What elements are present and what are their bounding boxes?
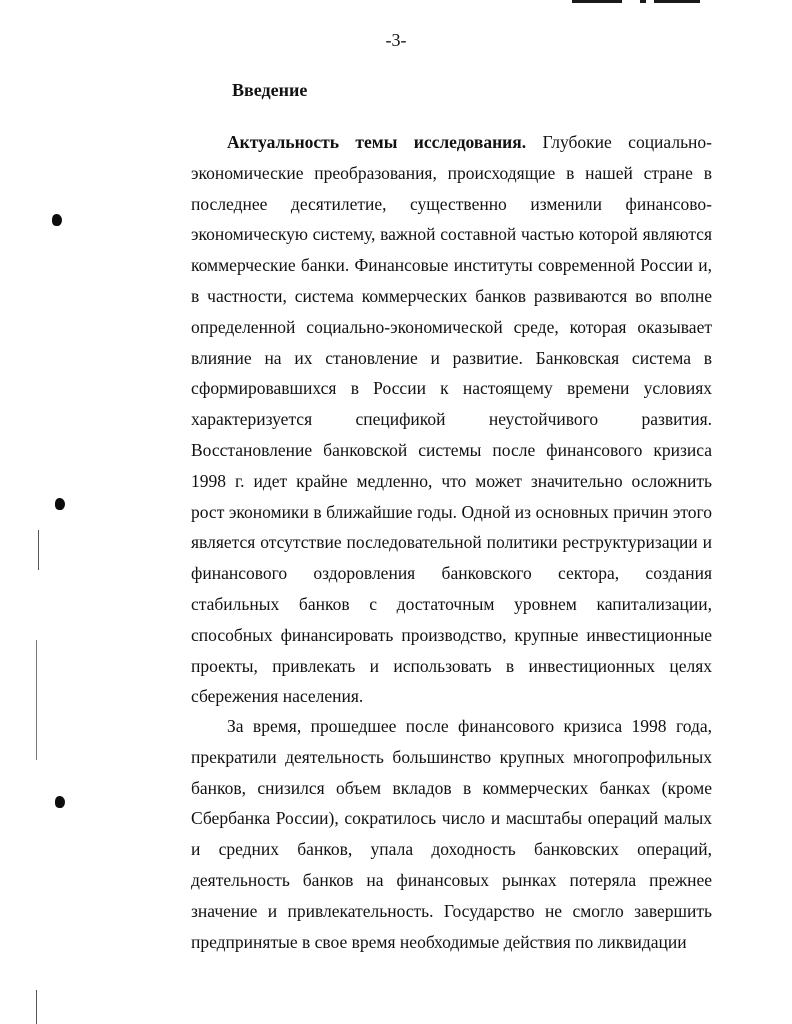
paragraph-1-text: Глубокие социально-экономические преобразования, происходящие в нашей стране в последнее десятилетие, существенно изменили финансово-экономическую систему, важной составной частью которой являются коммерческие банки. Финансовые институты современной России и, в частности, система коммерческих банков развиваются во вполне определенной социально-экономической среде, которая оказывает влияние на их становление и развитие. Банковская система в сформировавшихся в России к настоящему времени условиях характеризуется спецификой неустойчивого развития. Восстановление банковской системы после финансового кризиса 1998 г. идет крайне медленно, что может значительно осложнить рост экономики в ближайшие годы. Одной из основных причин этого является отсутствие последовательной политики реструктуризации и финансового оздоровления банковского сектора, создания стабильных банков с достаточным уровнем капитализации, способных финансировать производство, крупные инвестиционные проекты, привлекать и использовать в инвестиционных целях сбережения населения.: [191, 132, 712, 707]
scan-mark-top-1: [572, 0, 622, 3]
paragraph-1-lead: Актуальность темы исследования.: [227, 132, 527, 152]
edge-line-2: [36, 640, 37, 760]
paragraph-2: [191, 711, 712, 957]
section-heading: Введение: [232, 80, 308, 100]
scan-mark-top-3: [654, 0, 700, 3]
scan-mark-top-2: [640, 0, 646, 3]
edge-line-3: [36, 990, 37, 1024]
paragraph-2-text: За время, прошедшее после финансового кризиса 1998 года, прекратили деятельность большинство крупных многопрофильных банков, снизился объем вкладов в коммерческих банках (кроме Сбербанка России), сократилось число и масштабы операций малых и средних банков, упала доходность банковских операций, деятельность банков на финансовых рынках потеряла прежнее значение и привлекательность. Государство не смогло завершить предпринятые в свое время необходимые действия по ликвидации: [191, 716, 712, 952]
binding-hole-1: [52, 214, 62, 226]
binding-hole-3: [55, 796, 65, 808]
binding-hole-2: [55, 498, 65, 510]
edge-line-1: [38, 530, 39, 570]
paragraph-1: [191, 127, 712, 712]
page-number: -3-: [385, 30, 407, 50]
